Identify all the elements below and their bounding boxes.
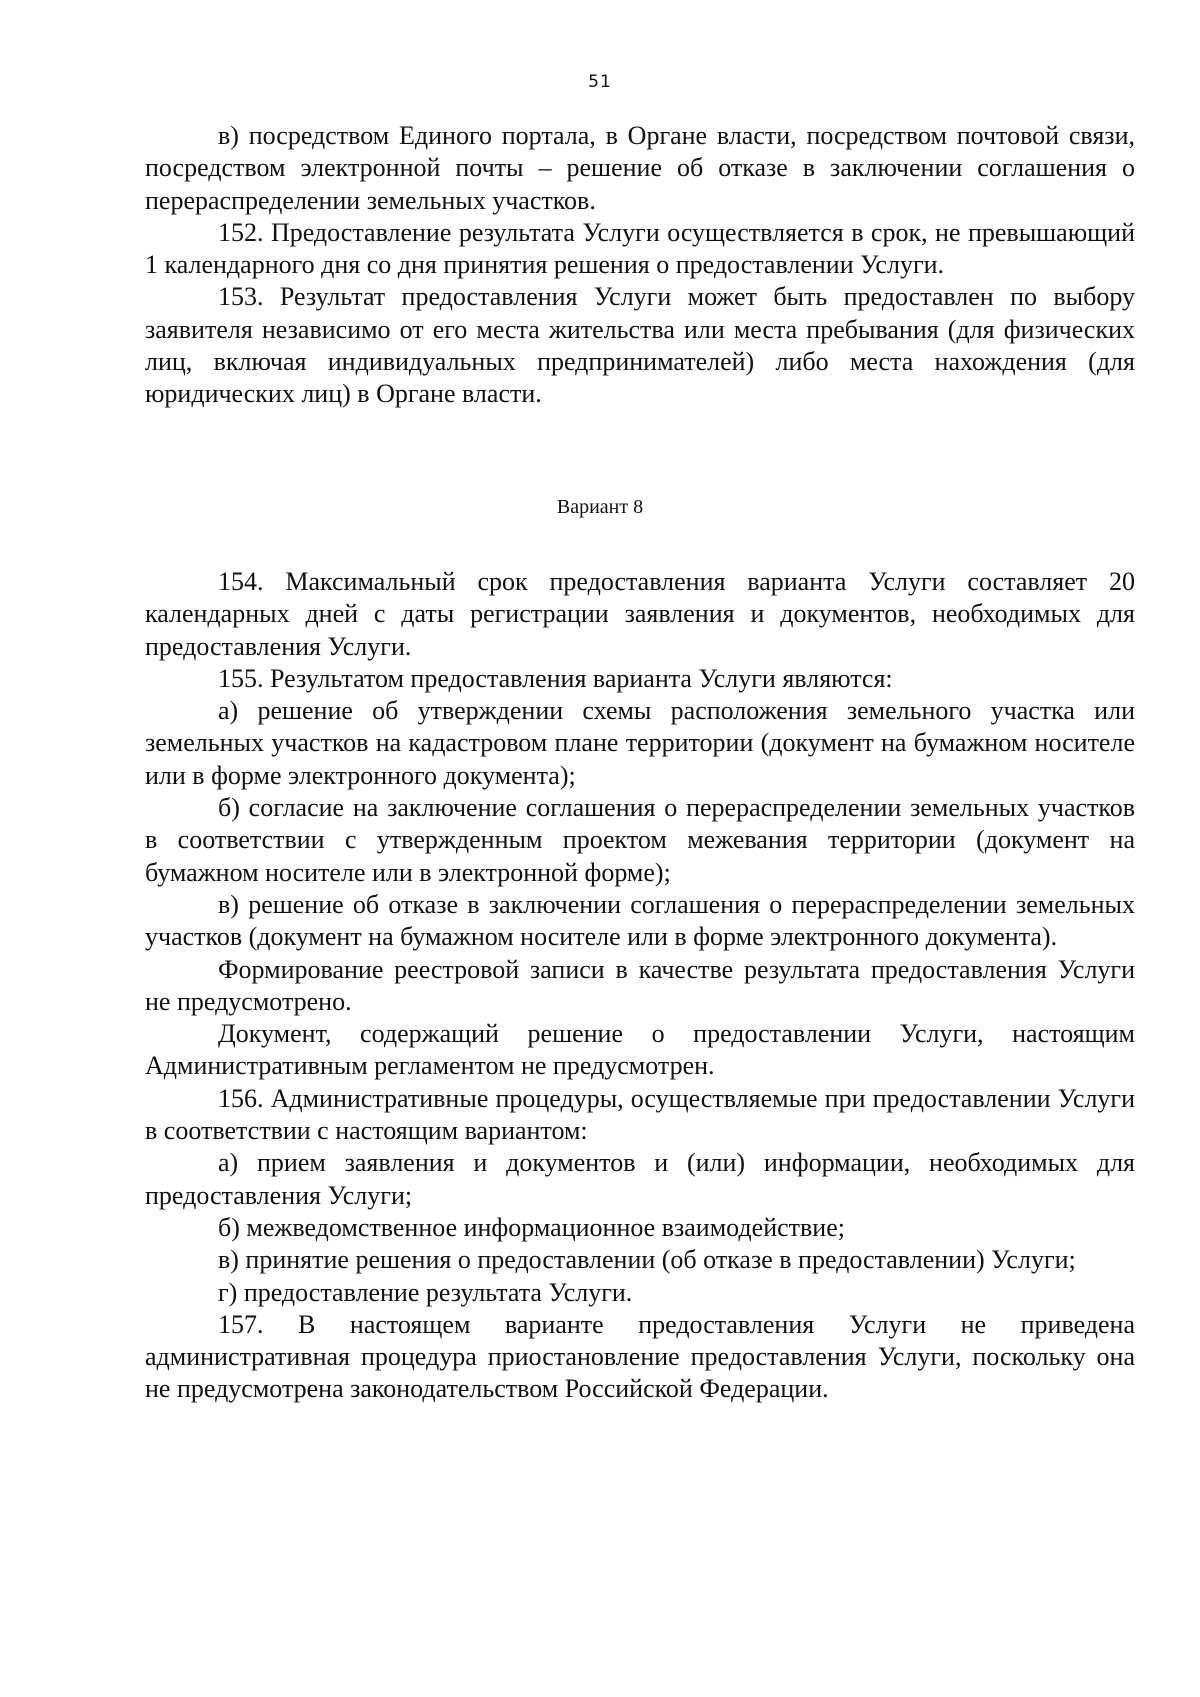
paragraph-157: 157. В настоящем варианте предоставления Услуги не приведена административная процедура приостановление предоставления Услуги, поскольку она не предусмотрена законодательством Российской Федерации. xyxy=(145,1309,1135,1404)
paragraph-156-g: г) предоставление результата Услуги. xyxy=(218,1277,633,1307)
paragraph-156-a: а) прием заявления и документов и (или) информации, необходимых для предоставления Услуги; xyxy=(145,1148,1135,1210)
section-heading-variant: Вариант 8 xyxy=(556,496,644,518)
paragraph-v-delivery-channels: в) посредством Единого портала, в Органе власти, посредством почтовой связи, посредством электронной почты – решение об отказе в заключении соглашения о перераспределении земельных участков. xyxy=(145,121,1135,215)
paragraph-155-v: в) решение об отказе в заключении соглашения о перераспределении земельных участков (документ на бумажном носителе или в форме электронного документа). xyxy=(145,889,1135,952)
text-block-top xyxy=(145,120,1135,411)
paragraph-156-b: б) межведомственное информационное взаимодействие; xyxy=(218,1212,845,1242)
paragraph-154: 154. Максимальный срок предоставления варианта Услуги составляет 20 календарных дней с даты регистрации заявления и документов, необходимых для предоставления Услуги. xyxy=(145,567,1135,661)
paragraph-registry-record: Формирование реестровой записи в качестве результата предоставления Услуги не предусмотрено. xyxy=(145,954,1135,1016)
paragraph-153: 153. Результат предоставления Услуги может быть предоставлен по выбору заявителя независимо от его места жительства или места пребывания (для физических лиц, включая индивидуальных предпринимателей) либо места нахождения (для юридических лиц) в Органе власти. xyxy=(145,282,1135,409)
paragraph-155: 155. Результатом предоставления варианта Услуги являются: xyxy=(218,663,893,693)
paragraph-155-a: а) решение об утверждении схемы расположения земельного участка или земельных участков на кадастровом плане территории (документ на бумажном носителе или в форме электронного документа); xyxy=(145,696,1135,790)
paragraph-156-v: в) принятие решения о предоставлении (об отказе в предоставлении) Услуги; xyxy=(218,1245,1076,1275)
text-block-bottom xyxy=(145,566,1135,1406)
paragraph-155-b: б) согласие на заключение соглашения о перераспределении земельных участков в соответствии с утвержденным проектом межевания территории (документ на бумажном носителе или в электронной форме); xyxy=(145,793,1135,887)
paragraph-decision-document: Документ, содержащий решение о предоставлении Услуги, настоящим Административным регламентом не предусмотрен. xyxy=(145,1019,1135,1081)
paragraph-156: 156. Административные процедуры, осуществляемые при предоставлении Услуги в соответствии с настоящим вариантом: xyxy=(145,1083,1135,1146)
page-number: 51 xyxy=(588,72,612,92)
paragraph-152: 152. Предоставление результата Услуги осуществляется в срок, не превышающий 1 календарного дня со дня принятия решения о предоставлении Услуги. xyxy=(145,217,1135,280)
